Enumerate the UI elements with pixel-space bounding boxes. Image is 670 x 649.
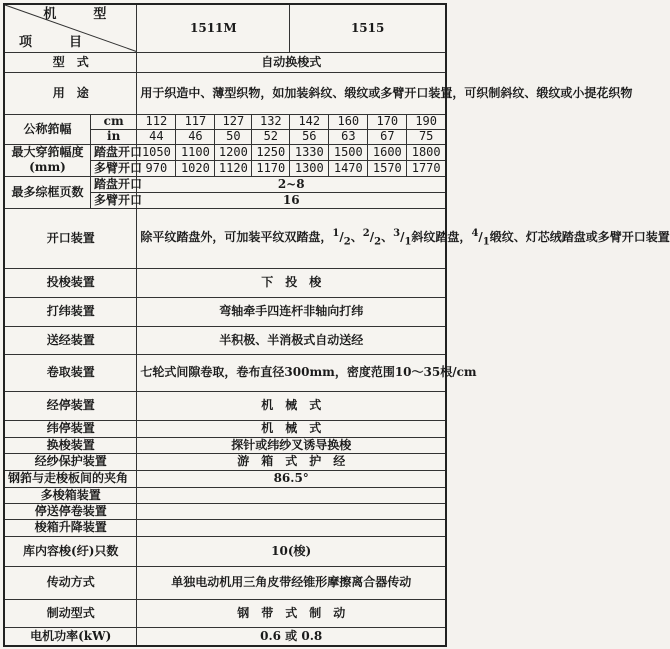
- max-width-dobby-cell: 1120: [215, 160, 252, 176]
- magazine-label: 库内容梭(纡)只数: [4, 536, 137, 566]
- weft-stop-value: 机 械 式: [137, 420, 446, 437]
- shedding-value: 除平纹踏盘外，可加装平纹双踏盘，$^1/_2$、$^2/_2$、$^3/_1$斜纹踏盘，$^4/_1$缎纹、灯芯绒踏盘或多臂开口装置: [137, 208, 446, 268]
- drive-value: 单独电动机用三角皮带经锥形摩擦离合器传动: [137, 566, 446, 599]
- reed-width-in-cell: 56: [290, 129, 329, 144]
- type-value: 自动换梭式: [137, 52, 446, 72]
- heald-frames-label: 最多综框页数: [4, 176, 90, 208]
- heald-tappet-value: 2~8: [137, 176, 446, 192]
- spec-table: [3, 3, 670, 647]
- max-width-unit: (mm): [29, 160, 66, 174]
- max-width-tappet-cell: 1500: [329, 144, 368, 160]
- type-label: 型 式: [4, 52, 137, 72]
- max-width-tappet-cell: 1600: [368, 144, 407, 160]
- stop-takeup-label: 停送停卷装置: [4, 503, 137, 519]
- picking-label: 投梭装置: [4, 268, 137, 297]
- shuttle-change-label: 换梭装置: [4, 437, 137, 453]
- reed-width-cm-cell: 190: [407, 114, 446, 129]
- frac-2-num: 2: [362, 227, 370, 239]
- header-corner-cell: [4, 4, 137, 52]
- magazine-value: 10(梭): [137, 536, 446, 566]
- max-width-dobby-cell: 1300: [290, 160, 329, 176]
- box-lift-value: [137, 519, 446, 536]
- max-width-tappet-cell: 1050: [137, 144, 176, 160]
- motor-value: 0.6 或 0.8: [137, 627, 446, 646]
- reed-width-cm-cell: 160: [329, 114, 368, 129]
- reed-width-cm-cell: 127: [215, 114, 252, 129]
- max-width-tappet-cell: 1800: [407, 144, 446, 160]
- max-width-label: [4, 144, 90, 176]
- max-width-tappet-label: 踏盘开口: [90, 144, 136, 160]
- multi-box-value: [137, 487, 446, 503]
- brake-value: 钢 带 式 制 动: [137, 599, 446, 627]
- shedding-text-1: 除平纹踏盘外，可加装平纹双踏盘，: [140, 229, 333, 244]
- shedding-text-3: 缎纹、灯芯绒踏盘或多臂开口装置: [489, 229, 670, 244]
- reed-width-label: 公称筘幅: [4, 114, 90, 144]
- frac-3-den: 1: [404, 236, 412, 248]
- picking-value: 下 投 梭: [137, 268, 446, 297]
- max-width-label-text: 最大穿筘幅度: [11, 145, 84, 159]
- frac-1-den: 2: [343, 236, 351, 248]
- header-item-label: 项 目: [19, 34, 95, 50]
- max-width-dobby-cell: 1020: [176, 160, 215, 176]
- multi-box-label: 多梭箱装置: [4, 487, 137, 503]
- takeup-label: 卷取装置: [4, 354, 137, 391]
- reed-angle-value: 86.5°: [137, 470, 446, 487]
- max-width-tappet-cell: 1330: [290, 144, 329, 160]
- brake-label: 制动型式: [4, 599, 137, 627]
- reed-width-in-cell: 44: [137, 129, 176, 144]
- reed-width-in-cell: 75: [407, 129, 446, 144]
- warp-protect-label: 经纱保护装置: [4, 453, 137, 470]
- usage-value: 用于织造中、薄型织物，如加装斜纹、缎纹或多臂开口装置，可织制斜纹、缎纹或小提花织物: [137, 72, 446, 114]
- max-width-dobby-cell: 1170: [252, 160, 290, 176]
- stop-takeup-value: [137, 503, 446, 519]
- max-width-dobby-label: 多臂开口: [90, 160, 136, 176]
- max-width-dobby-cell: 1470: [329, 160, 368, 176]
- reed-width-cm-cell: 170: [368, 114, 407, 129]
- reed-width-unit-in: in: [90, 129, 136, 144]
- frac-4-num: 4: [471, 227, 479, 239]
- reed-width-in-cell: 63: [329, 129, 368, 144]
- shedding-label: 开口装置: [4, 208, 137, 268]
- model-1511m: 1511M: [137, 4, 290, 52]
- usage-label: 用 途: [4, 72, 137, 114]
- takeup-value: 七轮式间隙卷取，卷布直径300mm，密度范围10～35根/cm: [137, 354, 446, 391]
- letoff-value: 半积极、半消极式自动送经: [137, 326, 446, 354]
- reed-width-cm-cell: 132: [252, 114, 290, 129]
- max-width-tappet-cell: 1200: [215, 144, 252, 160]
- warp-protect-value: 游 箱 式 护 经: [137, 453, 446, 470]
- reed-width-in-cell: 52: [252, 129, 290, 144]
- max-width-tappet-cell: 1100: [176, 144, 215, 160]
- reed-width-unit-cm: cm: [90, 114, 136, 129]
- shedding-sep-1: 、: [350, 229, 363, 244]
- shuttle-change-value: 探针或纬纱叉诱导换梭: [137, 437, 446, 453]
- heald-dobby-value: 16: [137, 192, 446, 208]
- reed-width-in-cell: 46: [176, 129, 215, 144]
- max-width-dobby-cell: 1770: [407, 160, 446, 176]
- letoff-label: 送经装置: [4, 326, 137, 354]
- reed-width-in-cell: 67: [368, 129, 407, 144]
- shedding-text-2: 斜纹踏盘，: [411, 229, 472, 244]
- max-width-dobby-cell: 1570: [368, 160, 407, 176]
- heald-tappet-label: 踏盘开口: [90, 176, 136, 192]
- reed-angle-label: 钢筘与走梭板间的夹角: [4, 470, 137, 487]
- warp-stop-value: 机 械 式: [137, 391, 446, 420]
- beating-label: 打纬装置: [4, 297, 137, 326]
- max-width-tappet-cell: 1250: [252, 144, 290, 160]
- frac-4-den: 1: [482, 236, 490, 248]
- frac-2-den: 2: [374, 236, 382, 248]
- model-1515: 1515: [290, 4, 446, 52]
- drive-label: 传动方式: [4, 566, 137, 599]
- heald-dobby-label: 多臂开口: [90, 192, 136, 208]
- shedding-sep-2: 、: [381, 229, 394, 244]
- max-width-dobby-cell: 970: [137, 160, 176, 176]
- beating-value: 弯轴牵手四连杆非轴向打纬: [137, 297, 446, 326]
- reed-width-in-cell: 50: [215, 129, 252, 144]
- motor-label: 电机功率(kW): [4, 627, 137, 646]
- reed-width-cm-cell: 117: [176, 114, 215, 129]
- frac-1-num: 1: [332, 227, 340, 239]
- weft-stop-label: 纬停装置: [4, 420, 137, 437]
- reed-width-cm-cell: 142: [290, 114, 329, 129]
- reed-width-cm-cell: 112: [137, 114, 176, 129]
- frac-3-num: 3: [393, 227, 401, 239]
- box-lift-label: 梭箱升降装置: [4, 519, 137, 536]
- warp-stop-label: 经停装置: [4, 391, 137, 420]
- header-machine-label: 机 型: [43, 7, 119, 22]
